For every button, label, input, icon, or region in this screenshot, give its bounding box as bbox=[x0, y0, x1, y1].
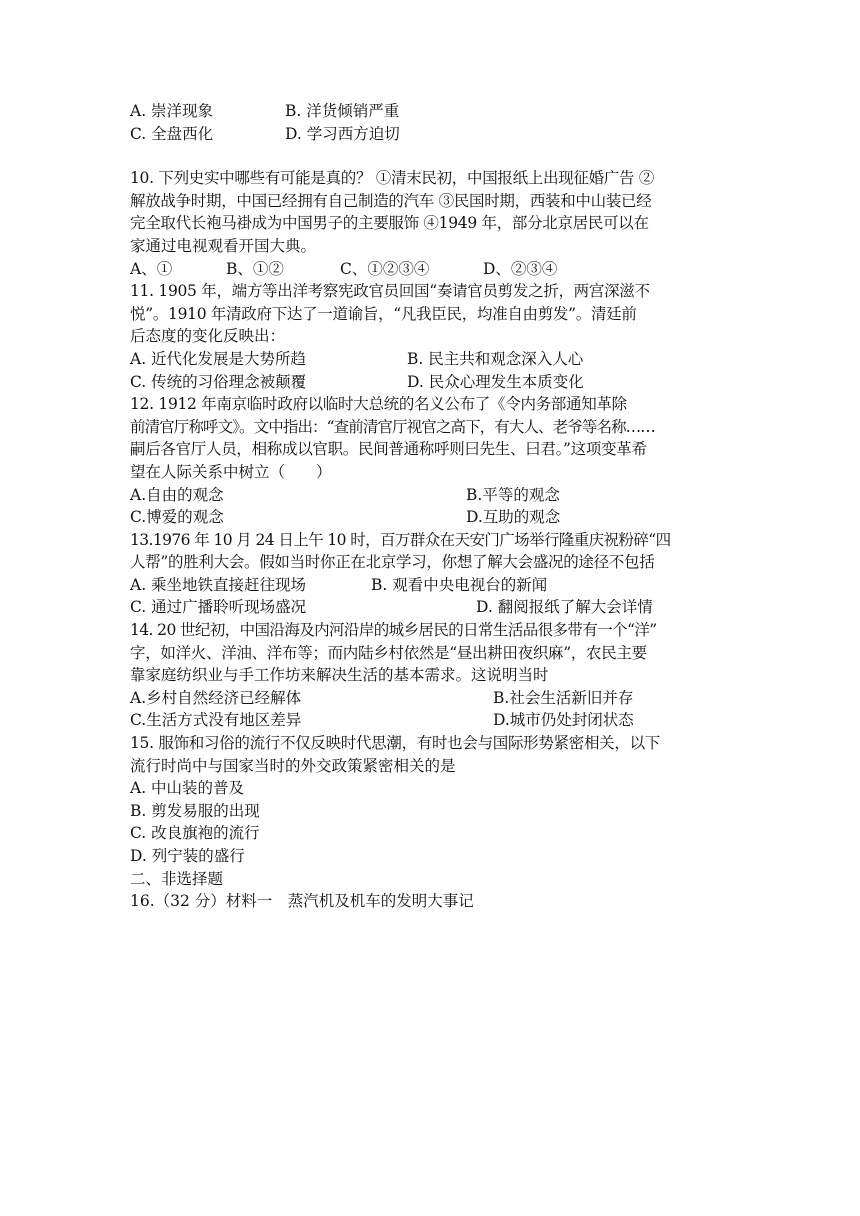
q11-stem-line-1: 11. 1905 年，端方等出洋考察宪政官员回国“奏请官员剪发之折，两宫深滋不 bbox=[130, 282, 650, 301]
q9-option-c: C. 全盘西化 bbox=[130, 124, 214, 143]
q12-options-row-2 bbox=[130, 506, 734, 529]
q13-options-row-1 bbox=[130, 574, 734, 597]
q12-stem-line-4: 望在人际关系中树立（ ） bbox=[130, 462, 332, 481]
q11-options-row-1 bbox=[130, 348, 734, 371]
q13-option-b: B. 观看中央电视台的新闻 bbox=[371, 575, 548, 594]
q15-option-b: B. 剪发易服的出现 bbox=[130, 801, 260, 820]
q13-stem-line-2: 人帮”的胜利大会。假如当时你正在北京学习，你想了解大会盛况的途径不包括 bbox=[130, 553, 655, 572]
q11-option-b: B. 民主共和观念深入人心 bbox=[407, 349, 584, 368]
q15-option-a: A. 中山装的普及 bbox=[130, 779, 245, 798]
q12-stem-line-2: 前清官厅称呼文》。文中指出：“查前清官厅视官之高下，有大人、老爷等名称…… bbox=[130, 417, 655, 436]
q10-option-a: A、① bbox=[130, 259, 173, 278]
q14-option-a: A.乡村自然经济已经解体 bbox=[130, 688, 302, 707]
q14-stem-line-3: 靠家庭纺织业与手工作坊来解决生活的基本需求。这说明当时 bbox=[130, 666, 549, 685]
q14-stem-line-1: 14. 20 世纪初，中国沿海及内河沿岸的城乡居民的日常生活品很多带有一个“洋” bbox=[130, 621, 657, 640]
q10-option-d: D、②③④ bbox=[483, 259, 558, 278]
q10-option-b: B、①② bbox=[226, 259, 284, 278]
q9-option-d: D. 学习西方迫切 bbox=[285, 124, 400, 143]
q13-option-d: D. 翻阅报纸了解大会详情 bbox=[476, 598, 653, 617]
q12-option-c: C.博爱的观念 bbox=[130, 508, 224, 527]
q14-option-d: D.城市仍处封闭状态 bbox=[493, 711, 634, 730]
q11-stem-line-2: 悦”。1910 年清政府下达了一道谕旨，“凡我臣民，均准自由剪发”。清廷前 bbox=[130, 304, 637, 323]
q14-option-b: B.社会生活新旧并存 bbox=[493, 688, 634, 707]
q14-stem-line-2: 字，如洋火、洋油、洋布等；而内陆乡村依然是“昼出耕田夜织麻”，农民主要 bbox=[130, 643, 647, 662]
q11-option-c: C. 传统的习俗理念被颠覆 bbox=[130, 372, 307, 391]
q15-option-c: C. 改良旗袍的流行 bbox=[130, 824, 260, 843]
q14-options-row-2 bbox=[130, 709, 734, 732]
q12-stem-line-3: 嗣后各官厅人员，相称成以官职。民间普通称呼则曰先生、曰君。”这项变革希 bbox=[130, 440, 647, 459]
page-content bbox=[130, 100, 734, 913]
q12-option-b: B.平等的观念 bbox=[466, 485, 560, 504]
q10-stem-line-2: 解放战争时期，中国已经拥有自己制造的汽车 ③民国时期，西装和中山装已经 bbox=[130, 191, 652, 210]
q11-option-d: D. 民众心理发生本质变化 bbox=[407, 372, 584, 391]
q10-stem-line-4: 家通过电视观看开国大典。 bbox=[130, 236, 317, 255]
q15-option-d: D. 列宁装的盛行 bbox=[130, 847, 245, 865]
q12-stem-line-1: 12. 1912 年南京临时政府以临时大总统的名义公布了《令内务部通知革除 bbox=[130, 395, 627, 414]
q10-stem-line-3: 完全取代长袍马褂成为中国男子的主要服饰 ④1949 年，部分北京居民可以在 bbox=[130, 214, 649, 233]
section-heading: 二、非选择题 bbox=[130, 869, 224, 888]
q13-option-a: A. 乘坐地铁直接赶往现场 bbox=[130, 575, 307, 594]
q10-option-c: C、①②③④ bbox=[340, 259, 430, 278]
q14-options-row-1 bbox=[130, 687, 734, 710]
q15-stem-line-2: 流行时尚中与国家当时的外交政策紧密相关的是 bbox=[130, 756, 456, 775]
q9-options-row-1 bbox=[130, 100, 734, 123]
q15-stem-line-1: 15. 服饰和习俗的流行不仅反映时代思潮，有时也会与国际形势紧密相关，以下 bbox=[130, 734, 660, 753]
q10-options-row bbox=[130, 258, 734, 281]
q12-option-d: D.互助的观念 bbox=[466, 508, 561, 527]
q12-option-a: A.自由的观念 bbox=[130, 485, 224, 504]
q13-option-c: C. 通过广播聆听现场盛况 bbox=[130, 598, 307, 617]
spacer bbox=[130, 145, 734, 167]
q13-stem-line-1: 13.1976 年 10 月 24 日上午 10 时，百万群众在天安门广场举行隆重庆祝粉碎“四 bbox=[130, 530, 671, 549]
q12-options-row-1 bbox=[130, 484, 734, 507]
q13-options-row-2 bbox=[130, 596, 734, 619]
q11-option-a: A. 近代化发展是大势所趋 bbox=[130, 349, 307, 368]
q10-stem-line-1: 10. 下列史实中哪些有可能是真的？ ①清末民初，中国报纸上出现征婚广告 ② bbox=[130, 169, 655, 188]
q11-options-row-2 bbox=[130, 371, 734, 394]
q9-option-a: A. 崇洋现象 bbox=[130, 102, 214, 120]
q9-option-b: B. 洋货倾销严重 bbox=[285, 102, 400, 120]
q16-stem: 16.（32 分）材料一 蒸汽机及机车的发明大事记 bbox=[130, 892, 474, 911]
q14-option-c: C.生活方式没有地区差异 bbox=[130, 711, 302, 730]
q9-options-row-2 bbox=[130, 123, 734, 146]
q11-stem-line-3: 后态度的变化反映出： bbox=[130, 327, 286, 346]
